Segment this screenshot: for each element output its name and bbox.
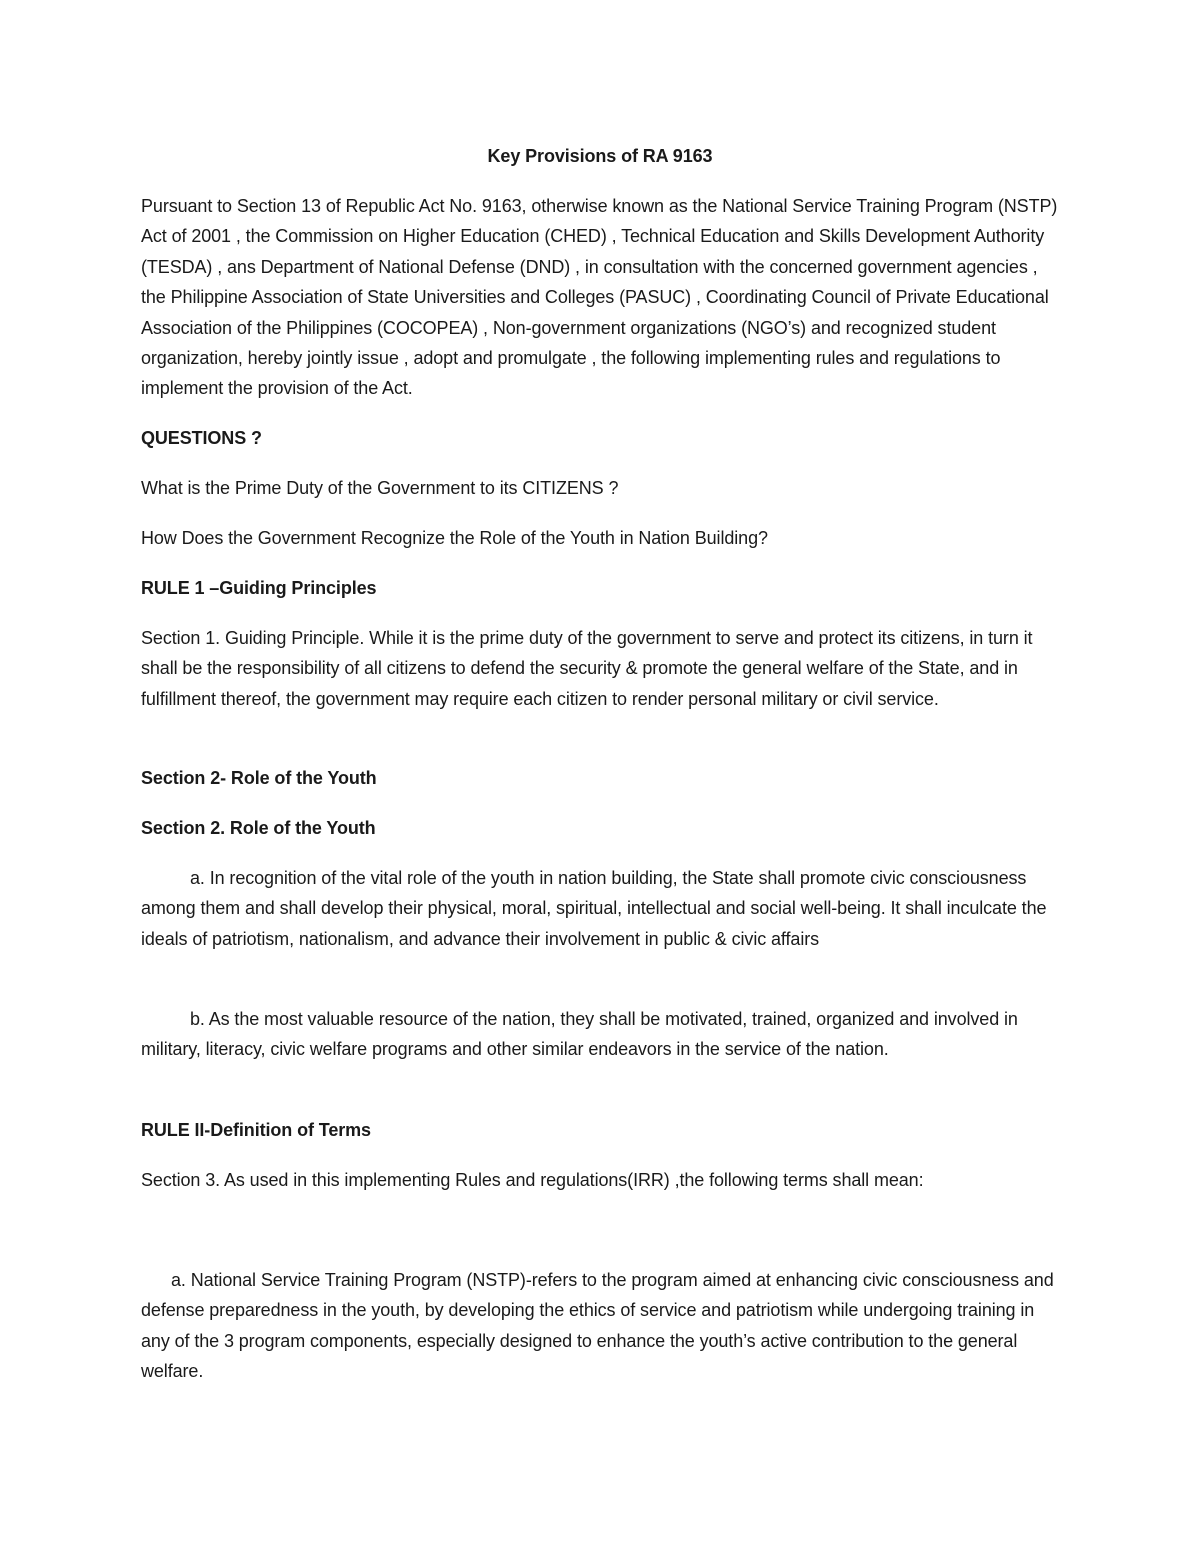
question-1: What is the Prime Duty of the Government to its CITIZENS ? — [141, 478, 619, 498]
section-2-heading-b: Section 2. Role of the Youth — [141, 818, 376, 838]
question-2: How Does the Government Recognize the Role of the Youth in Nation Building? — [141, 528, 768, 548]
page-title: Key Provisions of RA 9163 — [487, 146, 713, 166]
section-3-paragraph: Section 3. As used in this implementing Rules and regulations(IRR) ,the following terms shall mean: — [141, 1170, 924, 1190]
rule-1-heading: RULE 1 –Guiding Principles — [141, 578, 377, 598]
section-2-item-b: b. As the most valuable resource of the nation, they shall be motivated, trained, organized and involved in military, literacy, civic welfare programs and other similar endeavors in the service of the nation. — [141, 1009, 1018, 1060]
questions-heading: QUESTIONS ? — [141, 428, 262, 448]
intro-paragraph: Pursuant to Section 13 of Republic Act No. 9163, otherwise known as the National Service Training Program (NSTP) Act of 2001 , the Commission on Higher Education (CHED) , Technical Education and Skills Development Authority (TESDA) , ans Department of National Defense (DND) , in consultation with the concerned government agencies , the Philippine Association of State Universities and Colleges (PASUC) , Coordinating Council of Private Educational Association of the Philippines (COCOPEA) , Non-government organizations (NGO’s) and recognized student organization, hereby jointly issue , adopt and promulgate , the following implementing rules and regulations to implement the provision of the Act. — [141, 196, 1058, 399]
rule-2-heading: RULE II-Definition of Terms — [141, 1120, 371, 1140]
section-3-item-a: a. National Service Training Program (NSTP)-refers to the program aimed at enhancing civic consciousness and defense preparedness in the youth, by developing the ethics of service and patriotism while undergoing training in any of the 3 program components, especially designed to enhance the youth’s active contribution to the general welfare. — [141, 1270, 1054, 1382]
section-2-heading-a: Section 2- Role of the Youth — [141, 768, 377, 788]
section-1-paragraph: Section 1. Guiding Principle. While it is the prime duty of the government to serve and protect its citizens, in turn it shall be the responsibility of all citizens to defend the security & promote the general welfare of the State, and in fulfillment thereof, the government may require each citizen to render personal military or civil service. — [141, 628, 1033, 709]
section-2-item-a: a. In recognition of the vital role of the youth in nation building, the State shall promote civic consciousness among them and shall develop their physical, moral, spiritual, intellectual and social well-being. It shall inculcate the ideals of patriotism, nationalism, and advance their involvement in public & civic affairs — [141, 868, 1047, 949]
